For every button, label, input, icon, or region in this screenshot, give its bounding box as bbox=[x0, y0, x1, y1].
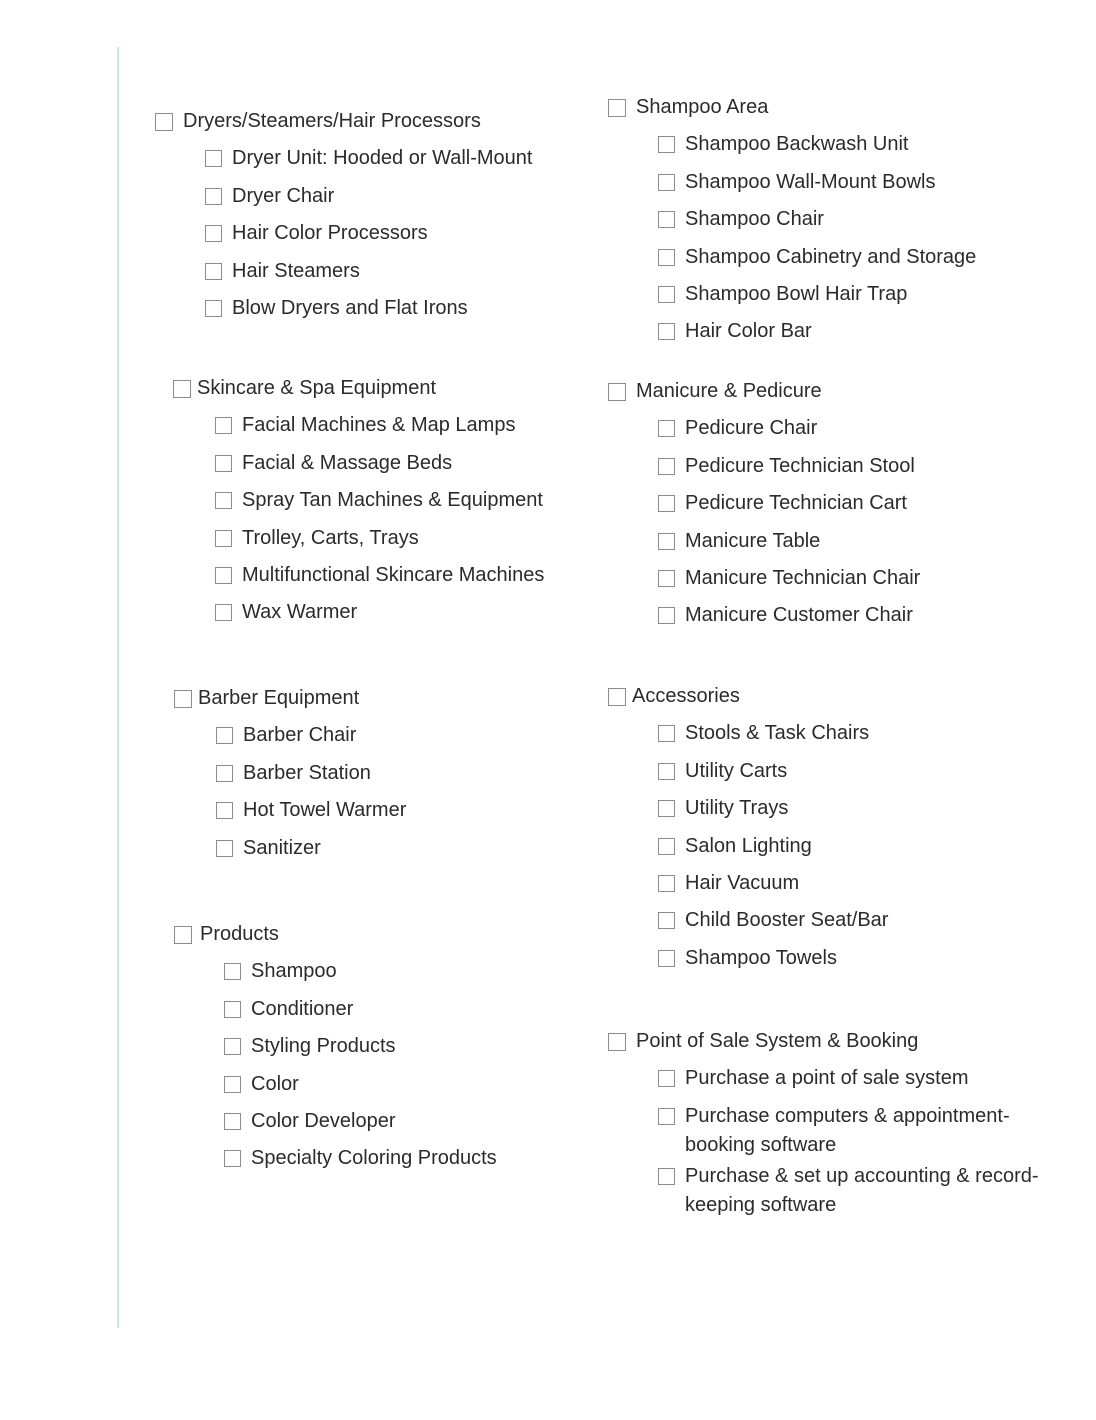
checkbox[interactable] bbox=[215, 530, 232, 547]
section-skincare bbox=[173, 374, 544, 636]
section-title: Dryers/Steamers/Hair Processors bbox=[183, 110, 481, 132]
section-title: Products bbox=[200, 923, 279, 945]
item-label: Shampoo Wall-Mount Bowls bbox=[685, 170, 936, 193]
checkbox[interactable] bbox=[658, 800, 675, 817]
item-label: Color bbox=[251, 1072, 299, 1095]
item-list bbox=[205, 144, 532, 331]
section-checkbox-row bbox=[174, 684, 406, 721]
list-item bbox=[205, 144, 532, 181]
checkbox[interactable] bbox=[608, 1033, 626, 1051]
item-label: Hair Color Processors bbox=[232, 222, 428, 245]
list-item bbox=[215, 486, 544, 523]
checkbox[interactable] bbox=[658, 950, 675, 967]
item-label: Dryer Chair bbox=[232, 184, 335, 207]
item-label: Utility Carts bbox=[685, 759, 788, 782]
checkbox[interactable] bbox=[205, 300, 222, 317]
checkbox[interactable] bbox=[658, 249, 675, 266]
list-item bbox=[205, 294, 532, 331]
list-item bbox=[216, 834, 406, 871]
item-label: Color Developer bbox=[251, 1109, 396, 1132]
checkbox[interactable] bbox=[205, 150, 222, 167]
checkbox[interactable] bbox=[658, 323, 675, 340]
section-checkbox-row bbox=[174, 920, 497, 957]
item-label: Manicure Table bbox=[685, 529, 821, 552]
checkbox[interactable] bbox=[658, 286, 675, 303]
item-label: Pedicure Technician Stool bbox=[685, 454, 915, 477]
checkbox[interactable] bbox=[205, 188, 222, 205]
item-list bbox=[215, 411, 544, 635]
checkbox[interactable] bbox=[174, 926, 192, 944]
item-list bbox=[658, 130, 976, 354]
list-item bbox=[658, 130, 976, 167]
list-item bbox=[658, 1102, 1050, 1162]
list-item bbox=[658, 243, 976, 280]
checkbox[interactable] bbox=[216, 802, 233, 819]
item-label: Shampoo Chair bbox=[685, 208, 824, 231]
item-label: Wax Warmer bbox=[242, 601, 358, 624]
left-margin-rule bbox=[117, 47, 119, 1328]
list-item bbox=[216, 721, 406, 758]
item-label: Hair Vacuum bbox=[685, 871, 800, 894]
list-item bbox=[658, 1162, 1050, 1222]
section-point-of-sale bbox=[608, 1027, 1050, 1222]
checkbox[interactable] bbox=[224, 1076, 241, 1093]
checkbox[interactable] bbox=[658, 1168, 675, 1185]
section-title: Skincare & Spa Equipment bbox=[197, 377, 437, 399]
checkbox[interactable] bbox=[658, 607, 675, 624]
item-label: Shampoo Bowl Hair Trap bbox=[685, 282, 908, 305]
item-label: Hair Color Bar bbox=[685, 320, 812, 343]
section-manicure-pedicure bbox=[608, 377, 920, 639]
checkbox[interactable] bbox=[215, 417, 232, 434]
checkbox[interactable] bbox=[215, 492, 232, 509]
item-label: Multifunctional Skincare Machines bbox=[242, 563, 545, 586]
checkbox[interactable] bbox=[215, 567, 232, 584]
checkbox[interactable] bbox=[205, 225, 222, 242]
item-label: Purchase & set up accounting & record-keeping software bbox=[685, 1164, 1039, 1216]
item-label: Manicure Customer Chair bbox=[685, 604, 913, 627]
section-title: Accessories bbox=[632, 685, 740, 707]
list-item bbox=[215, 561, 544, 598]
list-item bbox=[658, 564, 920, 601]
checkbox[interactable] bbox=[224, 1150, 241, 1167]
item-label: Spray Tan Machines & Equipment bbox=[242, 489, 543, 512]
list-item bbox=[215, 449, 544, 486]
section-barber bbox=[174, 684, 406, 871]
list-item bbox=[224, 1144, 497, 1181]
list-item bbox=[658, 489, 920, 526]
list-item bbox=[658, 719, 888, 756]
section-checkbox-row bbox=[155, 107, 532, 144]
checkbox[interactable] bbox=[658, 458, 675, 475]
checkbox[interactable] bbox=[658, 211, 675, 228]
item-list bbox=[658, 719, 888, 981]
list-item bbox=[215, 524, 544, 561]
list-item bbox=[216, 759, 406, 796]
list-item bbox=[658, 601, 920, 638]
list-item bbox=[224, 957, 497, 994]
list-item bbox=[658, 168, 976, 205]
list-item bbox=[224, 1070, 497, 1107]
checkbox[interactable] bbox=[224, 1113, 241, 1130]
list-item bbox=[658, 280, 976, 317]
item-list bbox=[658, 414, 920, 638]
section-title: Manicure & Pedicure bbox=[636, 380, 822, 402]
item-label: Facial Machines & Map Lamps bbox=[242, 414, 516, 437]
checkbox[interactable] bbox=[608, 99, 626, 117]
list-item bbox=[224, 1032, 497, 1069]
item-label: Conditioner bbox=[251, 997, 354, 1020]
checkbox[interactable] bbox=[658, 174, 675, 191]
item-label: Utility Trays bbox=[685, 797, 789, 820]
list-item bbox=[658, 832, 888, 869]
list-item bbox=[658, 869, 888, 906]
item-label: Specialty Coloring Products bbox=[251, 1147, 497, 1170]
item-list bbox=[216, 721, 406, 871]
item-label: Stools & Task Chairs bbox=[685, 722, 870, 745]
item-label: Blow Dryers and Flat Irons bbox=[232, 296, 468, 319]
checkbox[interactable] bbox=[658, 570, 675, 587]
section-checkbox-row bbox=[608, 682, 888, 719]
section-products bbox=[174, 920, 497, 1182]
item-label: Pedicure Technician Cart bbox=[685, 492, 907, 515]
item-label: Dryer Unit: Hooded or Wall-Mount bbox=[232, 147, 533, 170]
item-label: Salon Lighting bbox=[685, 834, 812, 857]
list-item bbox=[658, 317, 976, 354]
checkbox[interactable] bbox=[216, 840, 233, 857]
item-label: Pedicure Chair bbox=[685, 417, 818, 440]
list-item bbox=[658, 757, 888, 794]
list-item bbox=[215, 598, 544, 635]
checkbox[interactable] bbox=[174, 690, 192, 708]
section-checkbox-row bbox=[608, 377, 920, 414]
section-checkbox-row bbox=[608, 93, 976, 130]
checkbox[interactable] bbox=[205, 263, 222, 280]
checkbox[interactable] bbox=[216, 727, 233, 744]
item-label: Shampoo Backwash Unit bbox=[685, 133, 909, 156]
item-label: Facial & Massage Beds bbox=[242, 451, 453, 474]
item-label: Barber Station bbox=[243, 761, 371, 784]
list-item bbox=[658, 205, 976, 242]
item-list bbox=[224, 957, 497, 1181]
list-item bbox=[658, 452, 920, 489]
checkbox[interactable] bbox=[658, 875, 675, 892]
item-label: Manicure Technician Chair bbox=[685, 566, 921, 589]
list-item bbox=[658, 944, 888, 981]
item-label: Shampoo Towels bbox=[685, 946, 837, 969]
section-checkbox-row bbox=[173, 374, 544, 411]
checkbox[interactable] bbox=[658, 420, 675, 437]
checkbox[interactable] bbox=[224, 1001, 241, 1018]
item-label: Child Booster Seat/Bar bbox=[685, 909, 889, 932]
item-label: Purchase computers & appointment-booking software bbox=[685, 1104, 1010, 1156]
checkbox[interactable] bbox=[658, 1108, 675, 1125]
section-checkbox-row bbox=[608, 1027, 1050, 1064]
list-item bbox=[658, 414, 920, 451]
item-label: Purchase a point of sale system bbox=[685, 1067, 969, 1090]
section-title: Barber Equipment bbox=[198, 687, 360, 709]
section-title: Shampoo Area bbox=[636, 96, 769, 118]
list-item bbox=[216, 796, 406, 833]
checkbox[interactable] bbox=[215, 604, 232, 621]
section-accessories bbox=[608, 682, 888, 981]
checkbox[interactable] bbox=[658, 136, 675, 153]
checkbox[interactable] bbox=[224, 1038, 241, 1055]
list-item bbox=[658, 527, 920, 564]
list-item bbox=[205, 182, 532, 219]
section-dryers bbox=[155, 107, 532, 331]
list-item bbox=[658, 906, 888, 943]
list-item bbox=[205, 257, 532, 294]
item-label: Hot Towel Warmer bbox=[243, 799, 407, 822]
checkbox[interactable] bbox=[658, 838, 675, 855]
section-shampoo-area bbox=[608, 93, 976, 355]
list-item bbox=[658, 1064, 1050, 1101]
checkbox[interactable] bbox=[658, 725, 675, 742]
checkbox[interactable] bbox=[173, 380, 191, 398]
list-item bbox=[224, 1107, 497, 1144]
checkbox[interactable] bbox=[658, 495, 675, 512]
item-list bbox=[658, 1064, 1050, 1221]
list-item bbox=[658, 794, 888, 831]
item-label: Hair Steamers bbox=[232, 259, 360, 282]
checkbox[interactable] bbox=[658, 533, 675, 550]
checkbox[interactable] bbox=[215, 455, 232, 472]
list-item bbox=[215, 411, 544, 448]
list-item bbox=[224, 995, 497, 1032]
item-label: Shampoo Cabinetry and Storage bbox=[685, 245, 977, 268]
section-title: Point of Sale System & Booking bbox=[636, 1030, 919, 1052]
item-label: Trolley, Carts, Trays bbox=[242, 526, 419, 549]
checkbox[interactable] bbox=[155, 113, 173, 131]
item-label: Styling Products bbox=[251, 1035, 396, 1058]
checkbox[interactable] bbox=[658, 1070, 675, 1087]
checkbox[interactable] bbox=[658, 763, 675, 780]
item-label: Shampoo bbox=[251, 960, 337, 983]
item-label: Barber Chair bbox=[243, 724, 357, 747]
checkbox[interactable] bbox=[216, 765, 233, 782]
checkbox[interactable] bbox=[658, 912, 675, 929]
checkbox[interactable] bbox=[608, 383, 626, 401]
item-label: Sanitizer bbox=[243, 836, 321, 859]
checkbox[interactable] bbox=[224, 963, 241, 980]
list-item bbox=[205, 219, 532, 256]
checkbox[interactable] bbox=[608, 688, 626, 706]
